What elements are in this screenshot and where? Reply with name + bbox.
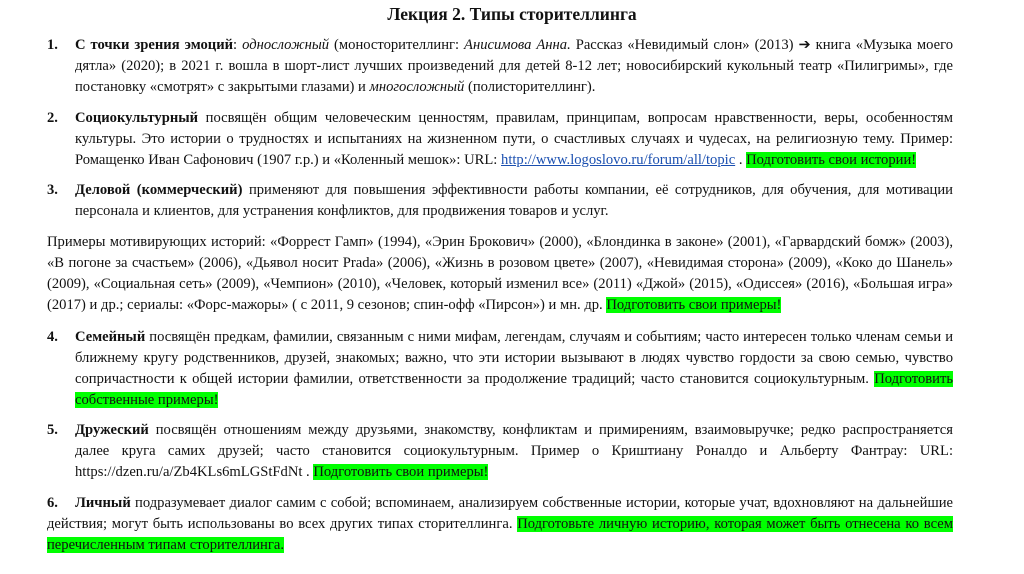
item-text: посвящён отношениям между друзьями, знакомству, конфликтам и примирениям, взаимовыручке; редко распространяется далее круга самих друзей; часто становится социокультурным. Пример о Криштиану Роналдо и Альберту Фантрау: URL: https://dzen.ru/a/Zb4KLs6mLGStFdNt . — [75, 422, 953, 480]
item-number: 4. — [47, 328, 58, 345]
item-heading: С точки зрения эмоций — [75, 37, 234, 53]
item-text: посвящён общим человеческим ценностям, правилам, принципам, вопросам нравственности, веры, особенностям культуры. Это истории о трудностях и испытаниях на жизненном пути, о счастливых случаях и чудесах, на религиозную тему. Пример: Ромащенко Иван Сафонович (1907 г.р.) и «Коленный мешок»: URL: — [75, 109, 953, 168]
list-item-family — [47, 327, 953, 411]
examples-text: Примеры мотивирующих историй: «Форрест Гамп» (1994), «Эрин Брокович» (2000), «Блондинка в законе» (2001), «Гарвардский бомж» (2003), «В погоне за счастьем» (2006), «Дьявол носит Prada» (2006), «Жизнь в розовом цвете» (2007), «Невидимая сторона» (2009), «Коко до Шанель» (2009), «Социальная сеть» (2009), «Чемпион» (2010), «Человек, который изменил все» (2011) «Джой» (2015), «Одиссея» (2016), «Большая игра» (2017) и др.; сериалы: «Форс-мажоры» ( с 2011, 9 сезонов; спин-офф «Пирсон») и мн. др. — [47, 233, 953, 313]
item-text: : — [233, 37, 243, 53]
item-italic: Анисимова Анна. — [464, 37, 571, 53]
item-text: (полисторителлинг). — [464, 79, 596, 95]
item-text: посвящён предкам, фамилии, связанным с ними мифам, легендам, случаям и событиям; часто интересен только членам семьи и ближнему кругу родственников, друзей, знакомых; важно, что эти истории вызывают в людях чувство гордости за свою семью, чувство сопричастности к общей истории фамилии, ответственности за продолжение традиций; часто становится социокультурным. — [75, 328, 953, 387]
item-number: 6. — [47, 494, 58, 511]
list-item-emotions — [47, 35, 953, 98]
highlighted-task: Подготовить свои истории! — [746, 151, 917, 168]
item-heading: Социокультурный — [75, 109, 199, 126]
item-number: 3. — [47, 182, 58, 198]
logoslovo-link[interactable]: http://www.logoslovo.ru/forum/all/topic — [501, 151, 736, 168]
item-text: . — [735, 151, 747, 168]
examples-paragraph — [47, 232, 953, 316]
item-text: Рассказ «Невидимый слон» (2013) ➔ книга «Музыка моего дятла» (2020); в 2021 г. вошла в шорт-лист лучших произведений для детей 8-12 лет; новосибирский кукольный театр «Пилигримы», где постановку «смотрят» с закрытыми глазами) и — [75, 37, 954, 95]
item-heading: Дружеский — [75, 422, 149, 438]
document-body — [47, 35, 953, 567]
item-italic: односложный — [242, 37, 330, 53]
highlighted-task: Подготовить свои примеры! — [606, 296, 782, 313]
list-item-sociocultural — [47, 108, 953, 171]
item-heading: Личный — [75, 494, 131, 511]
item-number: 1. — [47, 37, 58, 53]
page-title: Лекция 2. Типы сторителлинга — [387, 4, 637, 24]
highlighted-task: Подготовьте личную историю, которая может быть отнесена ко всем перечисленным типам сторителлинга. — [47, 515, 953, 553]
highlighted-task: Подготовить собственные примеры! — [75, 370, 953, 408]
list-item-business — [47, 180, 953, 222]
item-italic: многосложный — [369, 79, 465, 95]
item-number: 5. — [47, 422, 58, 438]
item-heading: Деловой (коммерческий) — [75, 182, 243, 198]
item-text: подразумевает диалог самим с собой; вспоминаем, анализируем собственные истории, которые учат, вдохновляют на дальнейшие действия; могут быть использованы во всех других типах сторителлинга. — [47, 494, 953, 532]
list-item-personal — [47, 493, 953, 556]
highlighted-task: Подготовить свои примеры! — [313, 464, 489, 480]
item-text: применяют для повышения эффективности работы компании, её сотрудников, для обучения, для мотивации персонала и клиентов, для устранения конфликтов, для продвижения товаров и услуг. — [75, 182, 953, 219]
item-number: 2. — [47, 109, 58, 126]
list-item-friendly — [47, 420, 953, 483]
item-text: (моносторителлинг: — [329, 37, 465, 53]
item-heading: Семейный — [75, 328, 146, 345]
